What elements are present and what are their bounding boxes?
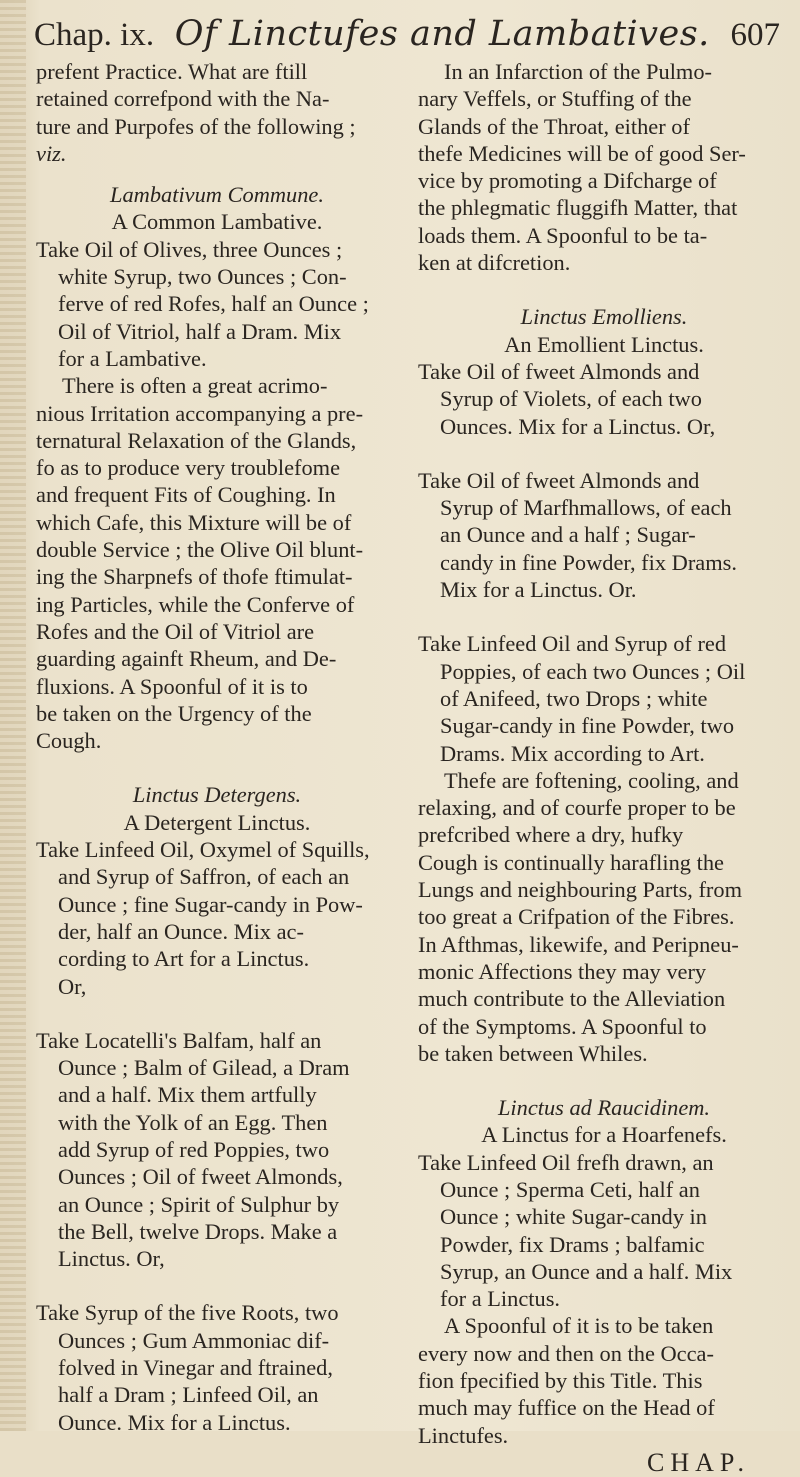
recipe-heading: Linctus Emolliens. <box>520 304 688 330</box>
text-line: cording to Art for a Linctus. <box>58 946 310 972</box>
text-line: fion fpecified by this Title. This <box>418 1368 703 1394</box>
text-line: and Syrup of Saffron, of each an <box>58 864 350 890</box>
text-line: an Ounce and a half ; Sugar- <box>440 522 696 548</box>
text-line: Rofes and the Oil of Vitriol are <box>36 618 315 644</box>
page-number: 607 <box>730 17 780 53</box>
recipe-heading: A Detergent Linctus. <box>123 809 311 835</box>
text-line: Mix for a Linctus. Or. <box>440 577 637 603</box>
text-line: Ounces ; Oil of fweet Almonds, <box>58 1164 343 1190</box>
text-line: nary Veffels, or Stuffing of the <box>418 86 692 112</box>
text-line: Syrup of Marfhmallows, of each <box>440 495 732 521</box>
text-line: of Anifeed, two Drops ; white <box>440 685 708 711</box>
text-line: In an Infarction of the Pulmo- <box>444 59 712 84</box>
text-line: for a Linctus. <box>440 1286 560 1312</box>
paragraph-gap <box>36 1272 398 1299</box>
recipe-heading: Lambativum Commune. <box>110 182 324 208</box>
text-line: Take Linfeed Oil frefh drawn, an <box>418 1149 714 1175</box>
text-line: Linctufes. <box>418 1422 509 1448</box>
text-line: thefe Medicines will be of good Ser- <box>418 140 746 166</box>
text-line: and a half. Mix them artfully <box>58 1082 317 1108</box>
paragraph-gap <box>418 1067 790 1094</box>
text-line: Take Linfeed Oil and Syrup of red <box>418 631 727 657</box>
text-line: ing Particles, while the Conferve of <box>36 591 355 617</box>
text-line: Ounce ; fine Sugar-candy in Pow- <box>58 891 363 917</box>
paragraph-gap <box>418 440 790 467</box>
text-line: Take Locatelli's Balfam, half an <box>36 1027 322 1053</box>
right-column <box>418 58 790 1476</box>
text-line: guarding againft Rheum, and De- <box>36 646 337 672</box>
text-line: Oil of Vitriol, half a Dram. Mix <box>58 318 342 344</box>
text-line: white Syrup, two Ounces ; Con- <box>58 264 347 290</box>
text-line: Syrup of Violets, of each two <box>440 386 702 412</box>
text-line: fluxions. A Spoonful of it is to <box>36 673 308 699</box>
text-line: much contribute to the Alleviation <box>418 986 726 1012</box>
text-line: and frequent Fits of Coughing. In <box>36 482 336 508</box>
text-line: Glands of the Throat, either of <box>418 113 690 139</box>
text-line: Take Oil of fweet Almonds and <box>418 358 700 384</box>
text-line: Ounce ; white Sugar-candy in <box>440 1204 707 1230</box>
paragraph-gap <box>36 1000 398 1027</box>
text-line: fo as to produce very troublefome <box>36 455 341 481</box>
text-line: ferve of red Rofes, half an Ounce ; <box>58 291 369 317</box>
paragraph-gap <box>418 276 790 303</box>
text-line: Sugar-candy in fine Powder, two <box>440 713 735 739</box>
text-line: with the Yolk of an Egg. Then <box>58 1109 328 1135</box>
text-line: Ounces ; Gum Ammoniac dif- <box>58 1327 330 1353</box>
recipe-heading: A Common Lambative. <box>111 209 323 235</box>
text-line: double Service ; the Olive Oil blunt- <box>36 537 364 563</box>
text-line: an Ounce ; Spirit of Sulphur by <box>58 1191 340 1217</box>
text-line: ture and Purpofes of the following ; <box>36 113 356 139</box>
text-line: Ounce ; Balm of Gilead, a Dram <box>58 1055 350 1081</box>
text-line: for a Lambative. <box>58 345 207 371</box>
text-line: candy in fine Powder, fix Drams. <box>440 549 737 575</box>
paragraph-gap <box>418 603 790 630</box>
text-line: which Cafe, this Mixture will be of <box>36 509 352 535</box>
text-line: Take Oil of Olives, three Ounces ; <box>36 236 343 262</box>
text-line: ing the Sharpnefs of thofe ftimulat- <box>36 564 353 590</box>
text-line: ken at difcretion. <box>418 250 571 276</box>
text-line: be taken on the Urgency of the <box>36 700 312 726</box>
text-line: half a Dram ; Linfeed Oil, an <box>58 1382 319 1408</box>
recipe-heading: Linctus ad Raucidinem. <box>497 1095 711 1121</box>
text-line: Ounce ; Sperma Ceti, half an <box>440 1176 700 1202</box>
text-line: der, half an Ounce. Mix ac- <box>58 918 304 944</box>
text-line: be taken between Whiles. <box>418 1040 648 1066</box>
text-line: Lungs and neighbouring Parts, from <box>418 877 742 903</box>
text-line: Cough. <box>36 728 102 754</box>
paragraph-gap <box>36 167 398 181</box>
page-gutter-shadow <box>0 0 26 1431</box>
text-line: Cough is continually harafling the <box>418 849 724 875</box>
text-line: Take Linfeed Oil, Oxymel of Squills, <box>36 837 370 863</box>
catchword: CHAP. <box>647 1447 750 1477</box>
text-line: the phlegmatic fluggifh Matter, that <box>418 195 738 221</box>
text-line: vice by promoting a Difcharge of <box>418 168 717 194</box>
text-line: Powder, fix Drams ; balfamic <box>440 1231 705 1257</box>
recipe-heading: An Emollient Linctus. <box>504 331 704 357</box>
running-header <box>34 14 780 54</box>
text-line: Linctus. Or, <box>58 1246 165 1272</box>
text-line: Ounce. Mix for a Linctus. <box>58 1409 291 1435</box>
text-line: Syrup, an Ounce and a half. Mix <box>440 1258 733 1284</box>
text-line: viz. <box>36 140 67 166</box>
text-line: loads them. A Spoonful to be ta- <box>418 222 708 248</box>
text-line: monic Affections they may very <box>418 958 707 984</box>
text-line: prefent Practice. What are ftill <box>36 59 308 84</box>
text-line: ternatural Relaxation of the Glands, <box>36 427 357 453</box>
chapter-label: Chap. ix. <box>34 17 155 53</box>
recipe-heading: Linctus Detergens. <box>132 782 302 808</box>
text-line: Or, <box>58 973 87 999</box>
running-title: Of Linctufes and Lambatives. <box>174 14 710 54</box>
text-line: folved in Vinegar and ftrained, <box>58 1355 333 1381</box>
text-line: Ounces. Mix for a Linctus. Or, <box>440 413 716 439</box>
paragraph-gap <box>36 754 398 781</box>
text-line: A Spoonful of it is to be taken <box>444 1313 714 1339</box>
text-line: the Bell, twelve Drops. Make a <box>58 1218 338 1244</box>
left-column <box>36 58 398 1436</box>
text-line: prefcribed where a dry, hufky <box>418 822 684 848</box>
text-line: of the Symptoms. A Spoonful to <box>418 1013 707 1039</box>
text-line: Take Syrup of the five Roots, two <box>36 1300 339 1326</box>
text-line: relaxing, and of courfe proper to be <box>418 795 736 821</box>
text-line: Take Oil of fweet Almonds and <box>418 467 700 493</box>
text-line: Drams. Mix according to Art. <box>440 740 705 766</box>
recipe-heading: A Linctus for a Hoarfenefs. <box>481 1122 727 1148</box>
text-line: Thefe are foftening, cooling, and <box>444 767 739 793</box>
text-line: nious Irritation accompanying a pre- <box>36 400 364 426</box>
text-line: There is often a great acrimo- <box>62 373 328 399</box>
text-line: Poppies, of each two Ounces ; Oil <box>440 658 746 684</box>
text-line: add Syrup of red Poppies, two <box>58 1136 330 1162</box>
text-line: In Afthmas, likewife, and Peripneu- <box>418 931 739 957</box>
text-line: every now and then on the Occa- <box>418 1340 714 1366</box>
text-line: retained correfpond with the Na- <box>36 86 330 112</box>
text-line: too great a Crifpation of the Fibres. <box>418 904 735 930</box>
text-line: much may fuffice on the Head of <box>418 1395 715 1421</box>
